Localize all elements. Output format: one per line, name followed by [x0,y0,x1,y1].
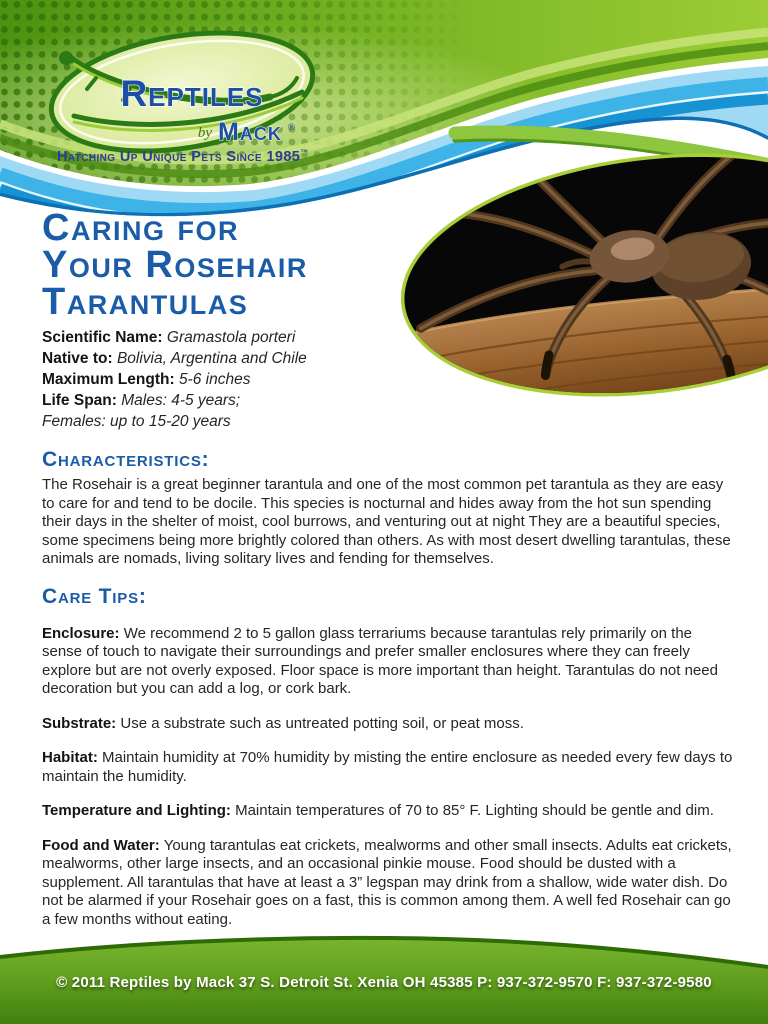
page-title [42,207,308,323]
tip-text: We recommend 2 to 5 gallon glass terrariums because tarantulas rely primarily on the sense of touch to navigate their surroundings and prefer smaller enclosures where they can freely explore but are not overly exposed. Floor space is more important than height. Tarantulas do not need decoration but you can add a log, or cork bark. [42,624,718,697]
info-value: Bolivia, Argentina and Chile [116,350,307,367]
tip-label: Substrate: [42,714,117,732]
document-body [42,327,736,929]
characteristics-heading: Characteristics: [42,448,210,471]
trademark-symbol: ™ [300,148,309,157]
species-info-row [42,327,736,348]
info-value: 5-6 inches [178,371,251,388]
info-label: Life Span: [42,392,117,409]
info-value: Females: up to 15-20 years [42,413,231,430]
characteristics-body: The Rosehair is a great beginner tarantula and one of the most common pet tarantula as they are easy to care for and tend to be docile. This species is nocturnal and hides away from the hot sun spending their days in the shelter of moist, cool burrows, and venturing out at night They are a beautiful species, some specimens being more brightly colored than others. As with most desert dwelling tarantulas, these animals are nomads, living solitary lives and fending for themselves. [42,476,731,567]
logo-registered-mark: ® [288,122,295,132]
page-title-line-1: Caring for [42,207,239,249]
footer-contact-info: © 2011 Reptiles by Mack 37 S. Detroit St. Xenia OH 45385 P: 937-372-9570 F: 937-372-9580 [56,974,712,991]
care-tip-substrate [42,715,736,734]
species-info-row [42,348,736,369]
logo-by-text: by [197,125,212,141]
species-info-row [42,411,736,432]
page-title-line-2: Your Rosehair [42,244,308,286]
tip-text: Maintain humidity at 70% humidity by misting the entire enclosure as needed every few days to maintain the humidity. [42,749,733,785]
page-title-line-3: Tarantulas [42,281,249,323]
tip-text: Use a substrate such as untreated potting soil, or peat moss. [120,714,524,732]
info-label: Maximum Length: [42,371,175,388]
care-tip-habitat [42,749,736,786]
logo-primary-text: Reptiles [120,73,264,114]
care-tips-heading: Care Tips: [42,584,147,608]
tip-label: Habitat: [42,749,98,766]
species-info [42,327,736,432]
care-tip-food-water [42,837,736,930]
logo-secondary-text: Mack [218,118,282,146]
tip-label: Enclosure: [42,624,120,642]
care-tip-temperature-lighting [42,802,736,821]
info-label: Scientific Name: [42,329,163,346]
info-value: Gramastola porteri [166,329,296,346]
info-value: Males: 4-5 years; [121,392,241,409]
species-info-row [42,369,736,390]
info-label: Native to: [42,350,113,367]
tip-label: Food and Water: [42,836,160,854]
species-info-row [42,390,736,411]
tip-label: Temperature and Lighting: [42,802,231,819]
tip-text: Young tarantulas eat crickets, mealworms and other small insects. Adults eat crickets, mealworms, other large insects, and an occasional pinkie mouse. Food should be dusted with a supplement. All tarantulas that have at least a 3” legspan may drink from a shallow, wide water dish. Do not be alarmed if your Rosehair goes on a fast, this is common among them. A well fed Rosehair can go a few months without eating. [42,836,732,928]
brand-tagline: Hatching Up Unique Pets Since 1985™ [57,148,309,165]
tip-text: Maintain temperatures of 70 to 85° F. Lighting should be gentle and dim. [235,802,714,819]
care-tip-enclosure [42,625,736,699]
